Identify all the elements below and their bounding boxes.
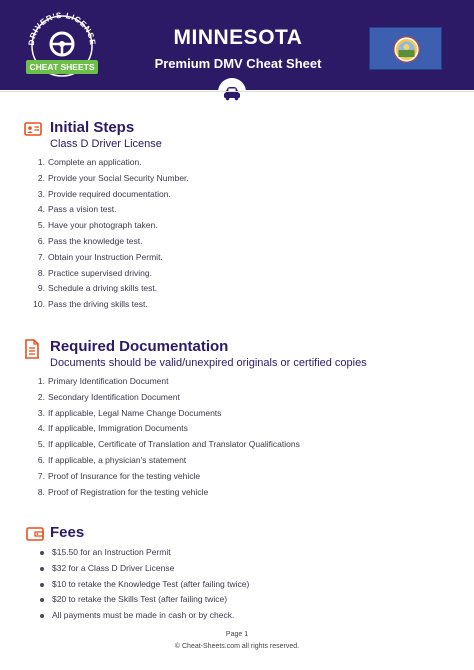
wallet-icon (26, 526, 44, 542)
section-subheading-required-documentation: Documents should be valid/unexpired originals or certified copies (50, 357, 367, 369)
list-item: 6. Pass the knowledge test. (37, 235, 143, 246)
list-item: 10. Pass the driving skills test. (33, 299, 148, 310)
list-item: 1. Complete an application. (37, 157, 142, 167)
page-header (0, 0, 474, 90)
page-number: Page 1 (225, 631, 249, 638)
svg-text:DRIVER'S LICENSE (27, 11, 97, 46)
logo (24, 10, 100, 78)
id-card-icon (24, 121, 42, 137)
section-heading-fees: Fees (50, 524, 85, 541)
list-item: $10 to retake the Knowledge Test (after failing twice) (36, 577, 249, 593)
required-documentation-list (32, 374, 300, 500)
header-divider (0, 91, 474, 92)
copyright-notice: © Cheat-Sheets.com all rights reserved. (174, 643, 300, 650)
page-title: MINNESOTA (173, 26, 303, 49)
list-item: 7. Proof of Insurance for the testing vehicle (37, 470, 201, 481)
fees-list (36, 545, 249, 624)
car-icon (218, 78, 246, 106)
list-item: 4. If applicable, Immigration Documents (37, 423, 188, 434)
initial-steps-list (32, 155, 189, 313)
section-subheading-initial-steps: Class D Driver License (50, 138, 162, 150)
list-item: $20 to retake the Skills Test (after failing twice) (36, 592, 249, 608)
list-item: 2. Provide your Social Security Number. (37, 172, 189, 183)
list-item: All payments must be made in cash or by check. (36, 608, 249, 624)
document-icon (24, 339, 40, 359)
list-item: 8. Practice supervised driving. (37, 267, 152, 278)
minnesota-flag-icon (369, 27, 442, 70)
section-heading-initial-steps: Initial Steps (50, 119, 135, 136)
logo-text-bottom: CHEAT SHEETS (29, 62, 95, 72)
logo-text-top: DRIVER'S LICENSE (26, 10, 98, 46)
list-item: 4. Pass a vision test. (37, 204, 117, 215)
list-item: 7. Obtain your Instruction Permit. (37, 251, 163, 262)
list-item: 6. If applicable, a physician's statement (37, 454, 187, 465)
list-item: 3. If applicable, Legal Name Change Documents (37, 407, 222, 418)
list-item: 9. Schedule a driving skills test. (37, 283, 158, 294)
list-item: 5. If applicable, Certificate of Translation and Translator Qualifications (37, 439, 300, 450)
list-item: 1. Primary Identification Document (37, 376, 169, 386)
page-subtitle: Premium DMV Cheat Sheet (154, 56, 322, 71)
list-item: 8. Proof of Registration for the testing vehicle (37, 486, 209, 497)
section-heading-required-documentation: Required Documentation (50, 338, 229, 355)
list-item: 5. Have your photograph taken. (37, 220, 158, 231)
list-item: 3. Provide required documentation. (37, 188, 171, 199)
car-badge (218, 78, 246, 106)
list-item: 2. Secondary Identification Document (37, 391, 180, 402)
list-item: $15.50 for an Instruction Permit (36, 545, 249, 561)
list-item: $32 for a Class D Driver License (36, 561, 249, 577)
